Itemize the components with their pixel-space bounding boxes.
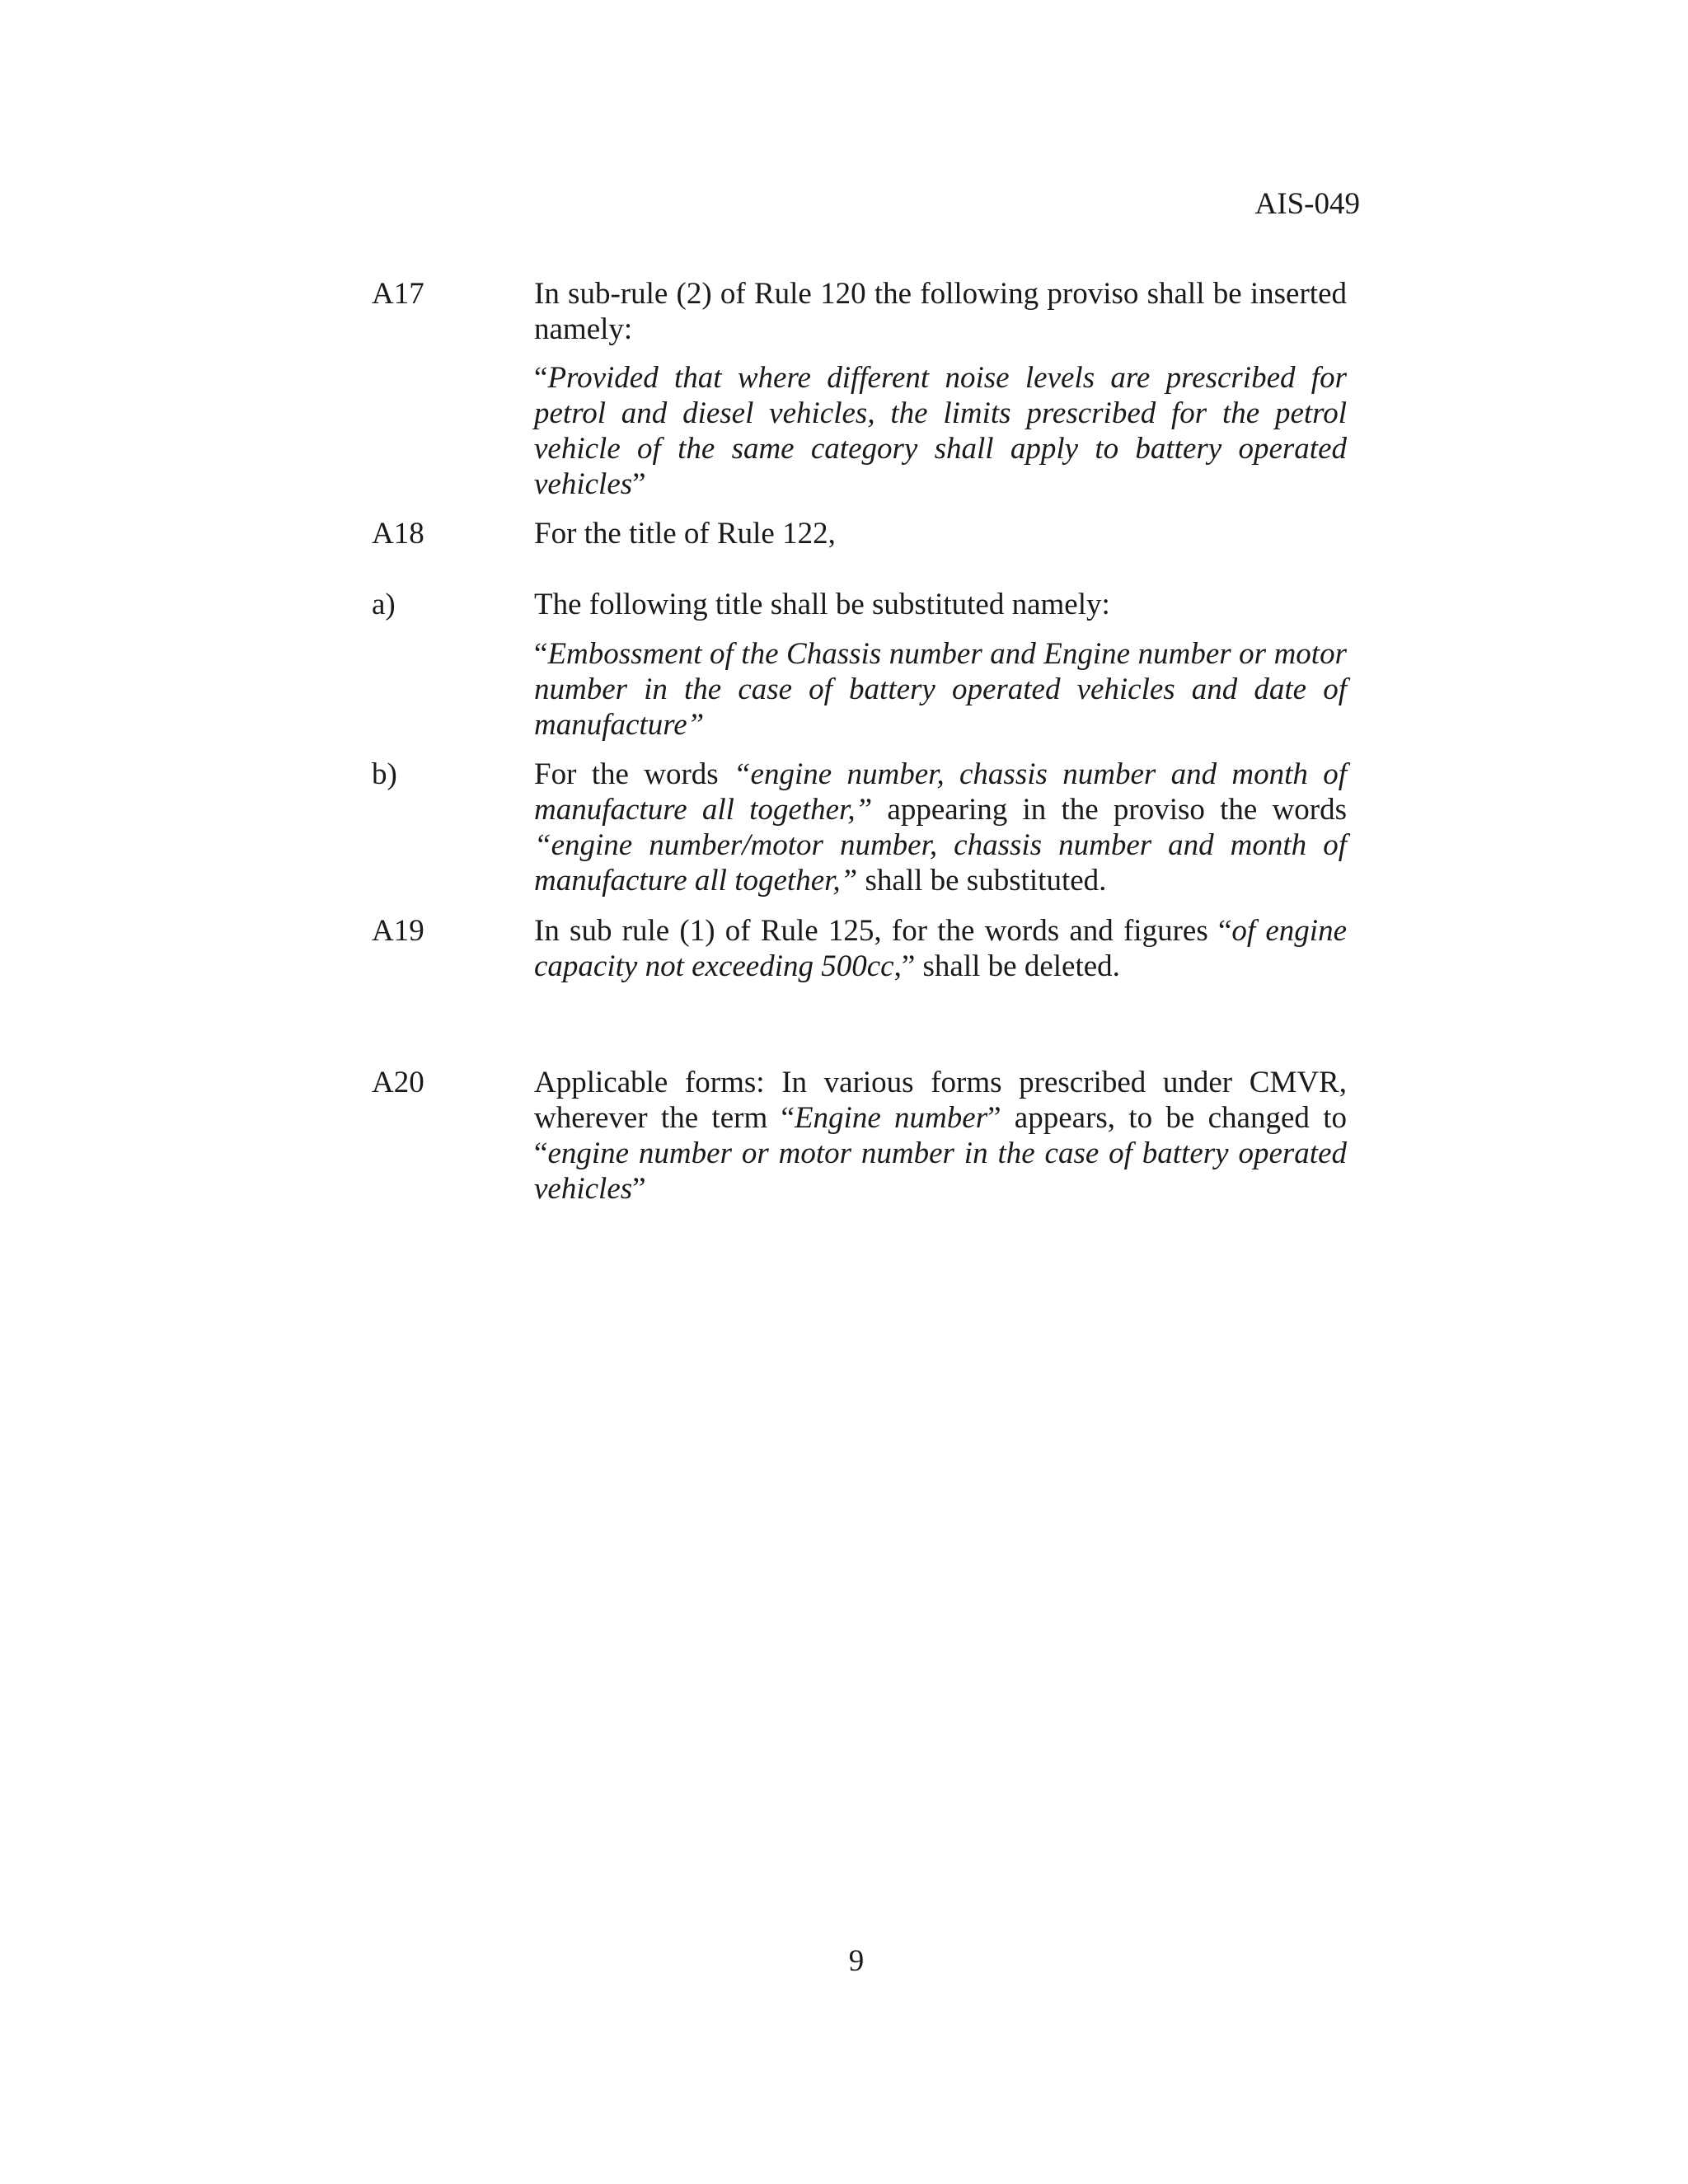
item-label-a19: A19 xyxy=(372,914,424,948)
item-label-a17: A17 xyxy=(372,277,424,311)
item-text-a: The following title shall be substituted namely: xyxy=(534,588,1110,621)
item-label-a: a) xyxy=(372,588,396,621)
item-label-b: b) xyxy=(372,757,397,791)
quote-italic-text: Provided that where different noise levels are prescribed for petrol and diesel vehicles, the limits prescribed for the petrol vehicle of the same category shall apply to battery operated vehicles xyxy=(534,361,1347,501)
italic-run: Engine number xyxy=(794,1101,988,1135)
item-label-a18: A18 xyxy=(372,517,424,551)
italic-run: “engine number/motor number, chassis number and month of manufacture all together,” xyxy=(534,828,1347,898)
quote-open: “ xyxy=(534,637,548,671)
quote-open: “ xyxy=(534,361,548,395)
item-text-a20 xyxy=(534,1065,1347,1207)
text-run: ” appears, to be changed to “ xyxy=(534,1101,1347,1170)
page-number: 9 xyxy=(848,1944,865,1978)
text-run: appearing in the proviso the words xyxy=(872,793,1347,827)
quote-close: ” xyxy=(632,467,646,501)
italic-run: of engine capacity not exceeding 500cc xyxy=(534,914,1348,983)
item-text-a18: For the title of Rule 122, xyxy=(534,517,836,551)
text-run: Applicable forms: In various forms prescribed under CMVR, wherever the term “ xyxy=(534,1066,1347,1135)
item-quote-a17 xyxy=(534,360,1347,502)
text-run: For the words xyxy=(534,757,734,791)
item-text-a19 xyxy=(534,913,1347,984)
item-label-a20: A20 xyxy=(372,1066,424,1099)
italic-run: engine number or motor number in the case of battery operated vehicles xyxy=(534,1137,1347,1206)
item-text-b xyxy=(534,757,1347,898)
italic-run: “engine number, chassis number and month of manufacture all together,” xyxy=(534,757,1347,827)
text-run: In sub rule (1) of Rule 125, for the words and figures “ xyxy=(534,914,1232,948)
item-text-a17: In sub-rule (2) of Rule 120 the following proviso shall be inserted namely: xyxy=(534,277,1347,346)
item-quote-a xyxy=(534,636,1347,743)
document-code: AIS-049 xyxy=(1254,187,1360,221)
quote-italic-text: Embossment of the Chassis number and Engine number or motor number in the case of battery operated vehicles and date of manufacture” xyxy=(534,637,1347,742)
text-run: ” xyxy=(632,1172,646,1206)
text-run: shall be substituted. xyxy=(857,864,1107,898)
text-run: ,” shall be deleted. xyxy=(893,949,1120,983)
